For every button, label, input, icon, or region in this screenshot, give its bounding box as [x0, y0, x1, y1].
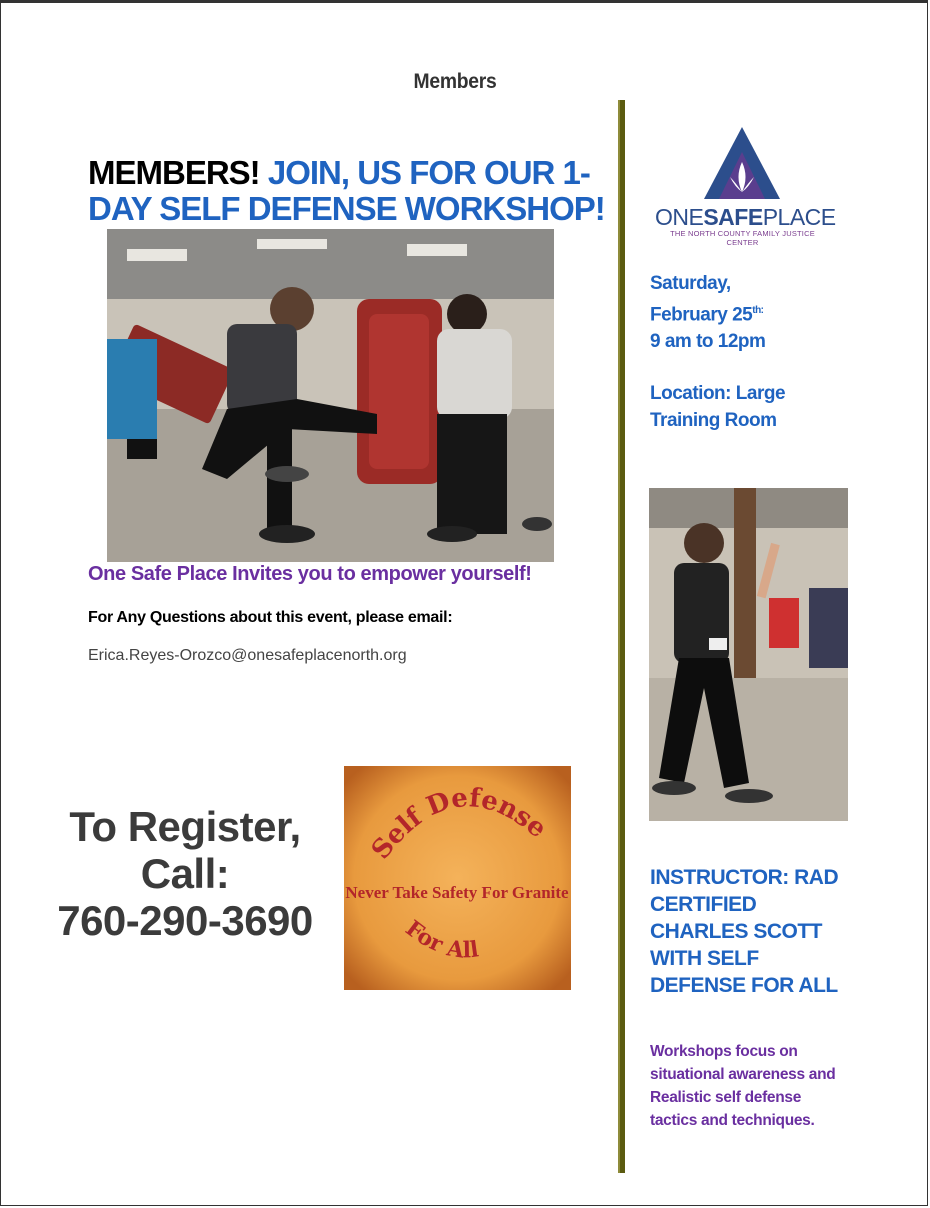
- event-date-block: [650, 270, 765, 355]
- contact-email-link[interactable]: [88, 647, 407, 665]
- headline-join: JOIN, US FOR OUR 1-DAY SELF DEFENSE WORKSHOP!: [88, 154, 605, 227]
- location-line2: Training Room: [650, 410, 777, 431]
- headline-members: MEMBERS!: [88, 154, 260, 191]
- event-date-suffix: th:: [752, 305, 764, 316]
- patch-middle-text: Never Take Safety For Granite: [345, 883, 569, 902]
- logo-place: PLACE: [762, 204, 836, 230]
- column-divider: [618, 100, 625, 1173]
- logo-wordmark: [655, 204, 836, 231]
- event-date-line: [650, 297, 765, 328]
- instructor-text: INSTRUCTOR: RAD CERTIFIED CHARLES SCOTT WITH SELF DEFENSE FOR ALL: [650, 866, 839, 997]
- location-line1: Location: Large: [650, 383, 786, 404]
- workshop-photo-stance: [649, 488, 848, 821]
- self-defense-patch-image: [344, 766, 571, 990]
- headline: [88, 155, 608, 227]
- workshop-photo-kick: [107, 229, 554, 562]
- logo-safe: SAFE: [703, 204, 763, 230]
- email-link[interactable]: Erica.Reyes-Orozco@onesafeplacenorth.org: [88, 647, 407, 664]
- event-location-block: [650, 380, 785, 434]
- register-block: [40, 803, 330, 944]
- event-day: Saturday,: [650, 273, 731, 294]
- patch-top-text: Self Defense: [365, 782, 553, 866]
- register-line2: Call:: [140, 850, 230, 897]
- event-time: 9 am to 12pm: [650, 331, 766, 353]
- questions-text: For Any Questions about this event, please email:: [88, 609, 453, 626]
- register-phone: 760-290-3690: [57, 897, 313, 944]
- event-date: February 25: [650, 304, 753, 326]
- patch-bottom-text: For All: [400, 915, 481, 964]
- page-header-title: Members: [413, 70, 497, 93]
- logo-one: ONE: [655, 204, 704, 230]
- register-line1: To Register,: [69, 803, 301, 850]
- logo-subtitle: THE NORTH COUNTY FAMILY JUSTICE CENTER: [670, 229, 815, 247]
- invite-text: One Safe Place Invites you to empower yourself!: [88, 563, 532, 585]
- workshops-description: Workshops focus on situational awareness and Realistic self defense tactics and techniques.: [650, 1043, 836, 1129]
